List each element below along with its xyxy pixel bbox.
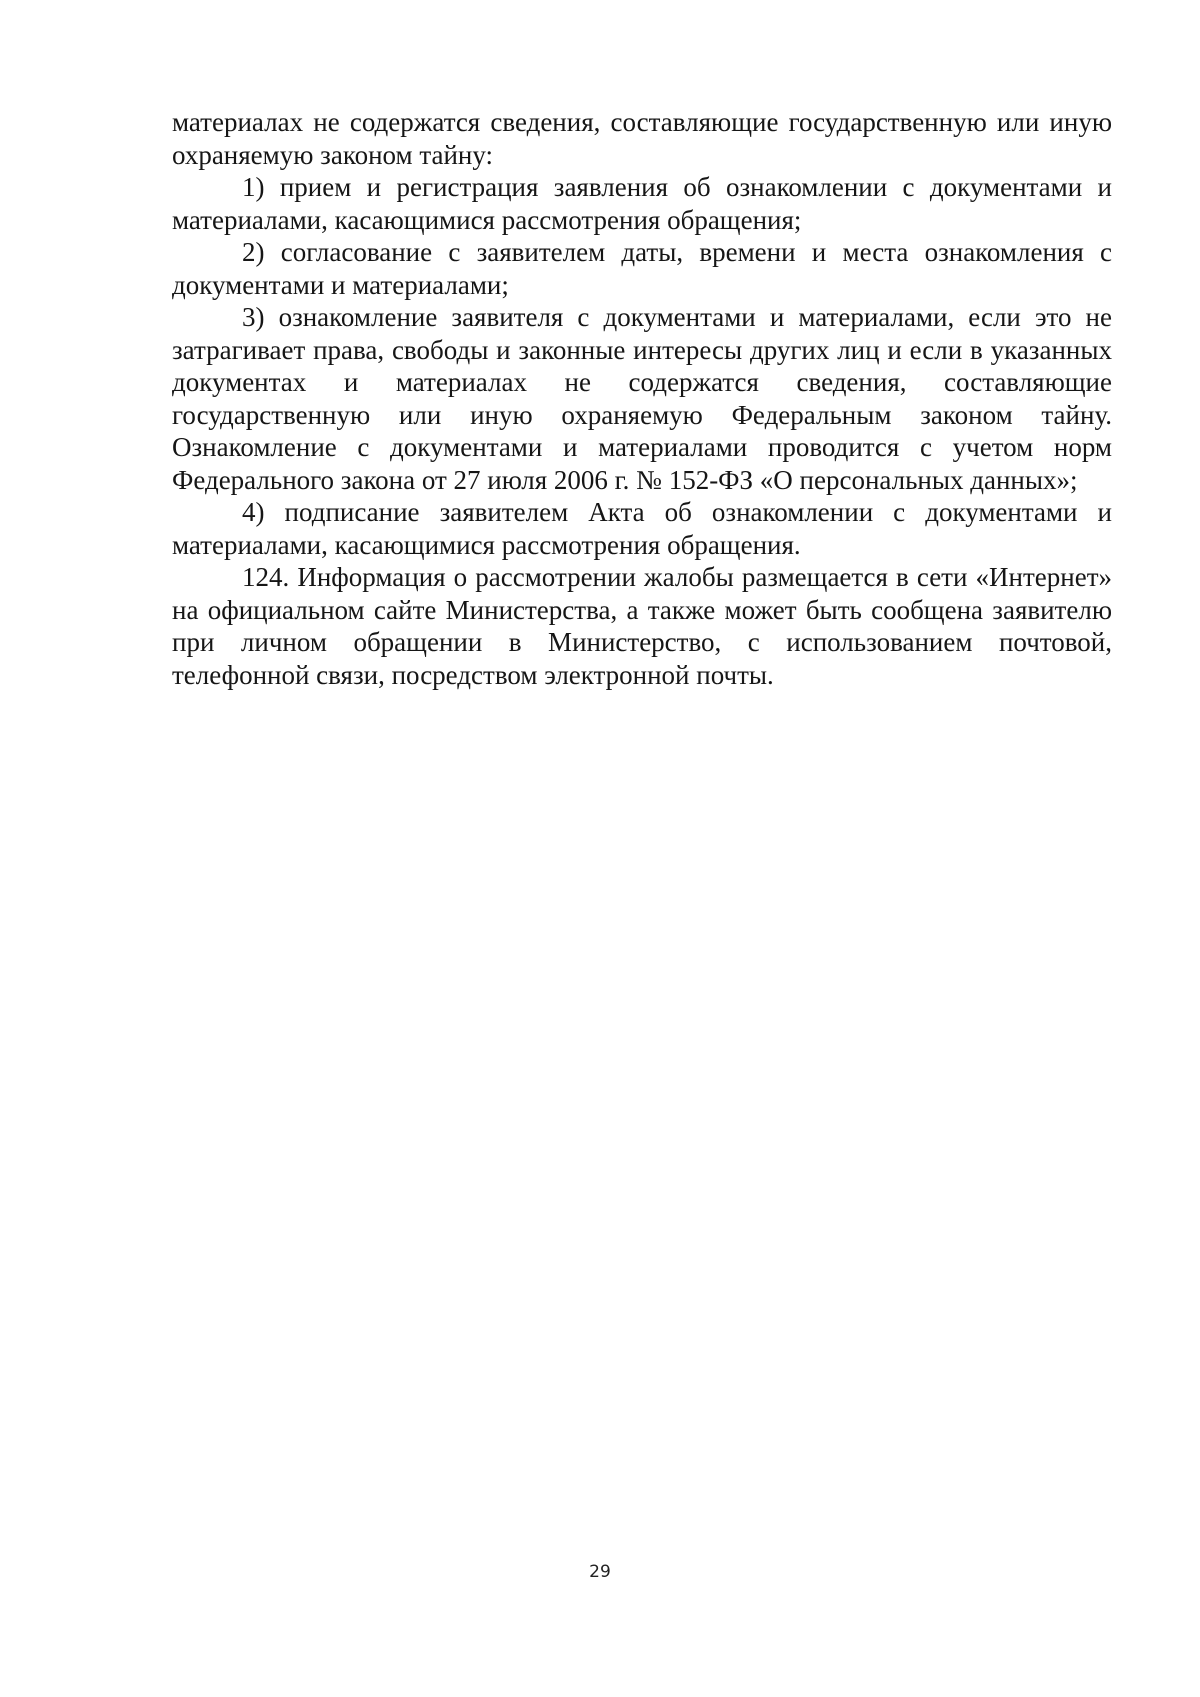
paragraph-continuation: материалах не содержатся сведения, составляющие государственную или иную охраняемую законом тайну: xyxy=(172,107,1112,170)
list-item-1: 1) прием и регистрация заявления об ознакомлении с документами и материалами, касающимися рассмотрения обращения; xyxy=(172,172,1112,235)
list-item-2: 2) согласование с заявителем даты, времени и места ознакомления с документами и материалами; xyxy=(172,237,1112,300)
list-item-3: 3) ознакомление заявителя с документами и материалами, если это не затрагивает права, свободы и законные интересы других лиц и если в указанных документах и материалах не содержатся сведения, составляющие государственную или иную охраняемую Федеральным законом тайну. Ознакомление с документами и материалами проводится с учетом норм Федерального закона от 27 июля 2006 г. № 152-ФЗ «О персональных данных»; xyxy=(172,302,1112,495)
document-body xyxy=(172,106,1112,691)
list-item-4: 4) подписание заявителем Акта об ознакомлении с документами и материалами, касающимися рассмотрения обращения. xyxy=(172,497,1112,560)
paragraph-124: 124. Информация о рассмотрении жалобы размещается в сети «Интернет» на официальном сайте Министерства, а также может быть сообщена заявителю при личном обращении в Министерство, с использованием почтовой, телефонной связи, посредством электронной почты. xyxy=(172,562,1112,690)
page-number: 29 xyxy=(589,1562,611,1582)
